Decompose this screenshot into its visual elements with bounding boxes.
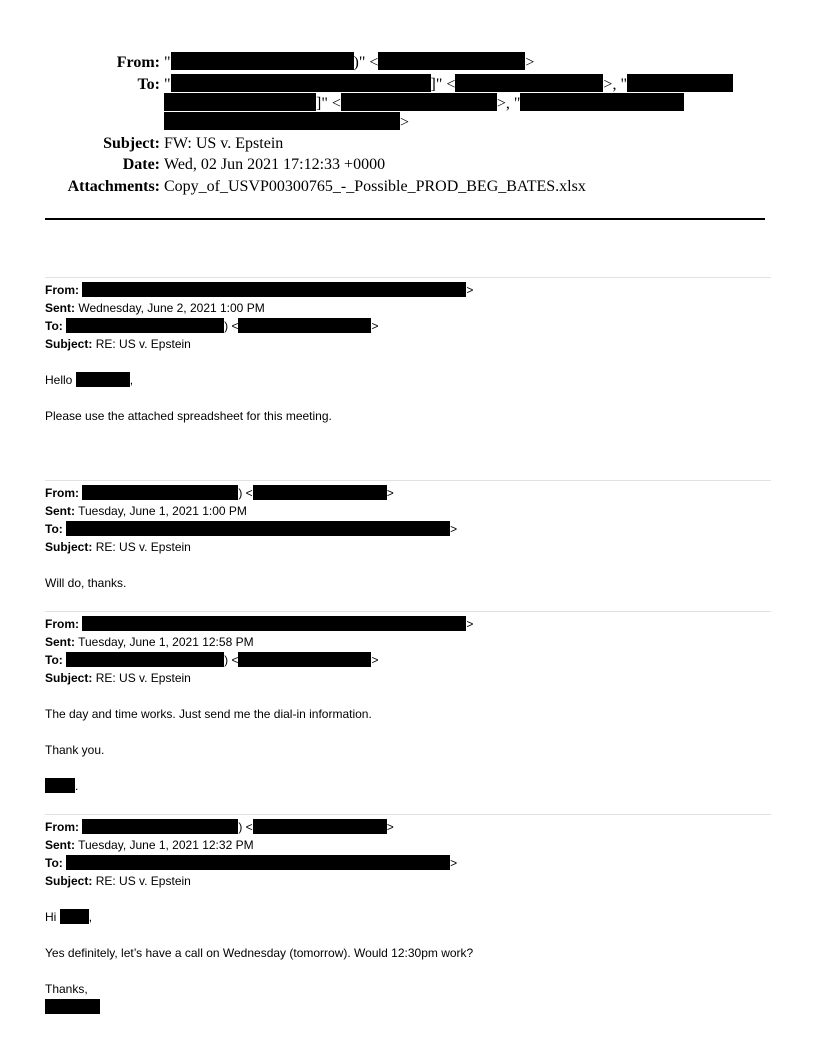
message-divider: [45, 277, 771, 278]
message-3-body: The day and time works. Just send me the dial-in information.: [45, 707, 372, 721]
redaction: [76, 372, 130, 387]
attachments-label: Attachments:: [67, 178, 160, 195]
message-3-closing: Thank you.: [45, 743, 105, 757]
redaction: [455, 74, 603, 92]
message-1-to: To: ) < >: [45, 319, 379, 333]
redaction: [45, 999, 100, 1014]
message-3-from: From: >: [45, 617, 474, 631]
message-1-subject: Subject: RE: US v. Epstein: [45, 337, 191, 351]
message-1-body: Please use the attached spreadsheet for this meeting.: [45, 409, 332, 423]
attachment-filename: Copy_of_USVP00300765_-_Possible_PROD_BEG_BATES.xlsx: [164, 178, 586, 195]
redaction: [378, 52, 525, 70]
redaction: [66, 318, 224, 333]
header-to-row-cont: >: [164, 112, 409, 134]
message-1-sent: Sent: Wednesday, June 2, 2021 1:00 PM: [45, 301, 265, 315]
redaction: [66, 855, 450, 870]
redaction: [253, 819, 387, 834]
redaction: [164, 93, 316, 111]
redaction: [82, 282, 466, 297]
redaction: [171, 74, 431, 92]
message-4-sent: Sent: Tuesday, June 1, 2021 12:32 PM: [45, 838, 254, 852]
subject-label: Subject:: [103, 135, 160, 152]
message-4-subject: Subject: RE: US v. Epstein: [45, 874, 191, 888]
message-3-sent: Sent: Tuesday, June 1, 2021 12:58 PM: [45, 635, 254, 649]
redaction: [171, 52, 354, 70]
message-divider: [45, 814, 771, 815]
message-4-signature: [45, 998, 100, 1016]
redaction: [66, 652, 224, 667]
redaction: [60, 909, 89, 924]
date-label: Date:: [122, 156, 160, 173]
message-divider: [45, 611, 771, 612]
redaction: [164, 112, 400, 130]
header-divider: [45, 218, 765, 220]
redaction: [238, 318, 371, 333]
header-to-row-cont: ]" < >, ": [164, 93, 684, 115]
redaction: [520, 93, 684, 111]
redaction: [627, 74, 733, 92]
message-divider: [45, 480, 771, 481]
redaction: [238, 652, 371, 667]
message-4-greeting: Hi ,: [45, 910, 93, 924]
message-2-body: Will do, thanks.: [45, 576, 127, 590]
message-4-body: Yes definitely, let’s have a call on Wednesday (tomorrow). Would 12:30pm work?: [45, 946, 474, 960]
redaction: [341, 93, 497, 111]
message-2-subject: Subject: RE: US v. Epstein: [45, 540, 191, 554]
date-value: Wed, 02 Jun 2021 17:12:33 +0000: [164, 156, 386, 173]
message-3-signature: .: [45, 777, 78, 795]
message-1-from: From: >: [45, 283, 474, 297]
message-4-from: From: ) < >: [45, 820, 394, 834]
message-3-to: To: ) < >: [45, 653, 379, 667]
message-1-greeting: Hello ,: [45, 373, 134, 387]
message-4-closing: Thanks,: [45, 982, 88, 996]
redaction: [45, 778, 75, 793]
message-2-to: To: >: [45, 522, 458, 536]
to-label: To:: [137, 76, 160, 93]
redaction: [82, 616, 466, 631]
message-2-from: From: ) < >: [45, 486, 394, 500]
subject-value: FW: US v. Epstein: [164, 135, 284, 152]
message-2-sent: Sent: Tuesday, June 1, 2021 1:00 PM: [45, 504, 247, 518]
redaction: [66, 521, 450, 536]
redaction: [82, 819, 238, 834]
redaction: [253, 485, 387, 500]
message-3-subject: Subject: RE: US v. Epstein: [45, 671, 191, 685]
from-label: From:: [116, 54, 160, 71]
message-4-to: To: >: [45, 856, 458, 870]
redaction: [82, 485, 238, 500]
